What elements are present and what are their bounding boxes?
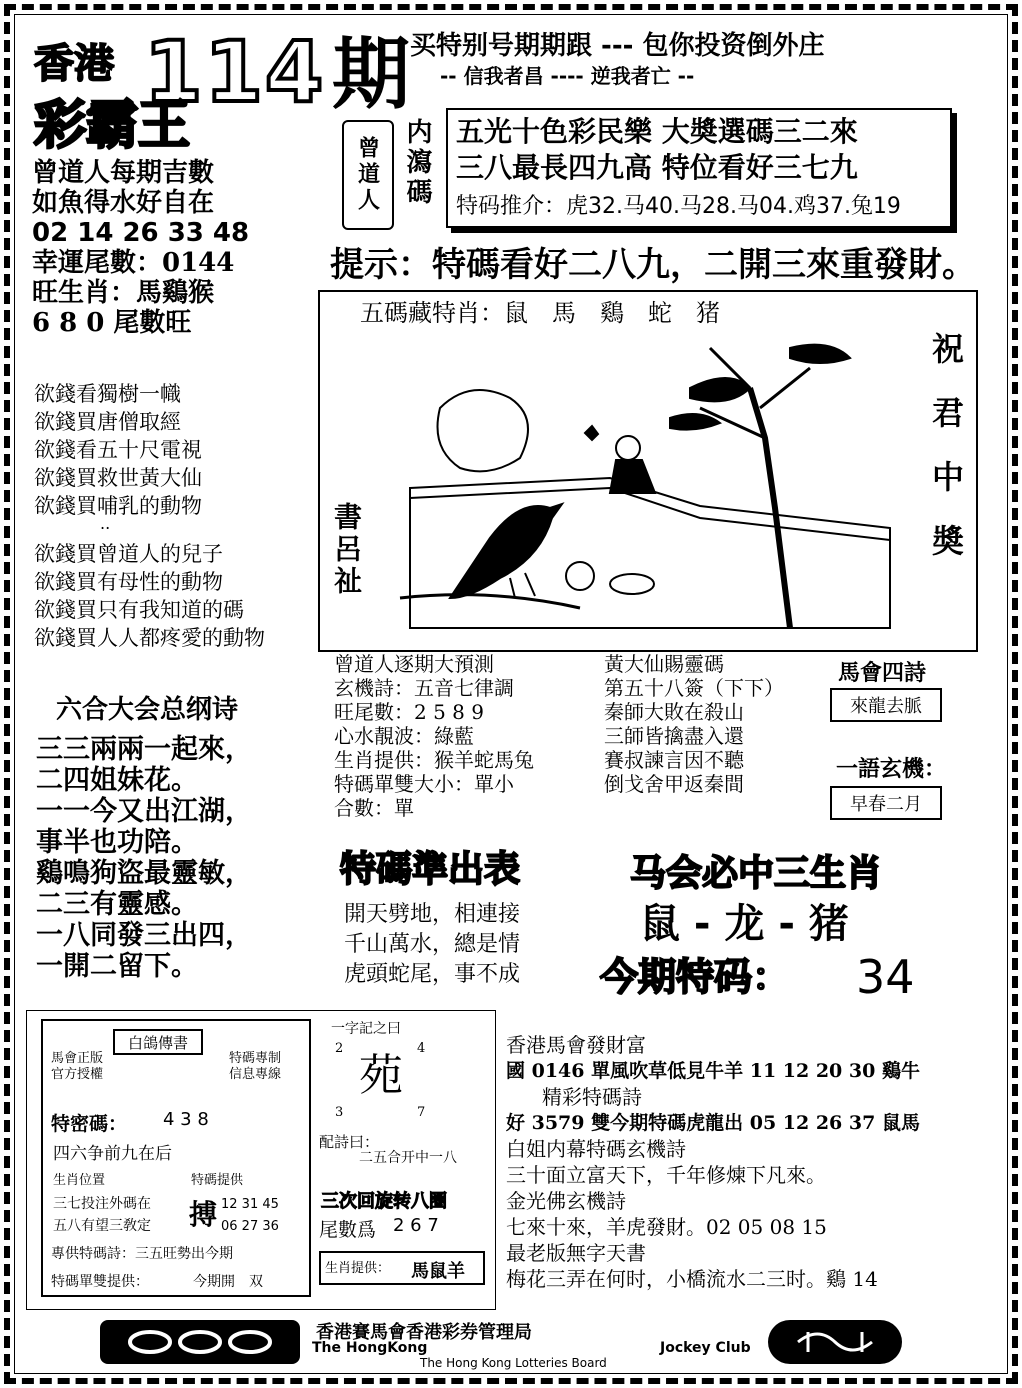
picture-caption: 五碼藏特肖：鼠 馬 鷄 蛇 猪 bbox=[360, 299, 720, 327]
special-title: 特碼準出表 bbox=[340, 849, 521, 890]
card-left-small-line: 馬會正版 bbox=[51, 1051, 104, 1066]
word-corner: 3 bbox=[335, 1105, 344, 1120]
pine-tree bbox=[750, 388, 790, 628]
word-corner: 4 bbox=[417, 1041, 426, 1056]
pos-label: 生肖位置 bbox=[53, 1173, 106, 1188]
liuhe-line: 二三有靈感。 bbox=[36, 889, 198, 920]
today-special-label: 今期特码： bbox=[600, 955, 791, 999]
neixie-label: 内瀉碼 bbox=[402, 118, 432, 208]
liuhe-line: 一八同發三出四， bbox=[36, 920, 252, 951]
lotteries-logo-right bbox=[768, 1320, 902, 1364]
huang-line: 秦師大敗在殺山 bbox=[604, 700, 744, 724]
rb-line: 白姐内幕特碼玄機詩 bbox=[506, 1137, 686, 1161]
pos-line: 五八有望三敎定 bbox=[53, 1218, 151, 1234]
card-right-small bbox=[229, 1051, 281, 1083]
special-line: 虎頭蛇尾，事不成 bbox=[344, 962, 521, 987]
card-footer-1: 專供特碼詩：三五旺勢出今期 bbox=[51, 1246, 233, 1262]
predict-line: 合數：單 bbox=[334, 796, 414, 820]
huang-line: 黃大仙賜靈碼 bbox=[604, 652, 724, 676]
neixie-tips: 特码推介：虎32.马40.马28.马04.鸡37.兔19 bbox=[456, 194, 901, 219]
huang-daxian-block bbox=[604, 652, 824, 796]
rb-line: 國 0146 單風吹草低見牛羊 11 12 20 30 鷄牛 bbox=[506, 1060, 920, 1082]
card-left-panel bbox=[41, 1019, 311, 1297]
liuhe-line: 事半也功陪。 bbox=[36, 827, 198, 858]
brand-top: 香港 bbox=[34, 41, 114, 87]
match-value: 二五合开中一八 bbox=[359, 1150, 457, 1166]
slogan-2: -- 信我者昌 ---- 逆我者亡 -- bbox=[440, 64, 695, 88]
rb-line: 香港馬會發財富 bbox=[506, 1033, 646, 1057]
illustration-panel bbox=[318, 290, 978, 652]
rb-line: 精彩特碼詩 bbox=[542, 1085, 642, 1109]
footer-title: 香港賽馬會香港彩券管理局 bbox=[316, 1322, 532, 1343]
special-line: 千山萬水，總是情 bbox=[344, 932, 521, 957]
lucky-zodiac: 旺生肖：馬鷄猴 bbox=[32, 278, 215, 308]
secret-note: 四六争前九在后 bbox=[53, 1144, 172, 1164]
lotteries-emblem-icon bbox=[768, 1320, 902, 1364]
rb-line: 最老版無字天書 bbox=[506, 1241, 646, 1265]
riddle-line: 欲錢買曾道人的兒子 bbox=[34, 542, 223, 566]
footer-right-en: Jockey Club bbox=[660, 1340, 751, 1356]
huang-line: 賽叔諫言因不聽 bbox=[604, 748, 744, 772]
footer-sub-en: The Hong Kong Lotteries Board bbox=[420, 1356, 607, 1370]
lucky-line: 如魚得水好自在 bbox=[32, 188, 215, 218]
riddle-line: 欲錢看五十尺電視 bbox=[34, 438, 202, 462]
rb-line: 好 3579 雙今期特碼虎龍出 05 12 26 37 鼠馬 bbox=[506, 1112, 920, 1134]
card-title: 白鴿傳書 bbox=[113, 1029, 203, 1055]
huang-line: 第五十八簽（下下） bbox=[604, 676, 784, 700]
lucky-tail-hot: 6 8 0 尾數旺 bbox=[32, 308, 192, 338]
scene-drawing bbox=[370, 328, 910, 648]
zeng-logo bbox=[342, 120, 394, 230]
secret-value: 4 3 8 bbox=[163, 1109, 209, 1130]
tail-label: 尾數爲 bbox=[319, 1219, 377, 1241]
zeng-logo-text: 曾道人 bbox=[354, 136, 381, 214]
word-char: 苑 bbox=[359, 1050, 403, 1101]
right-bottom-block bbox=[506, 1032, 996, 1292]
footer-left-en: The HongKong bbox=[312, 1340, 428, 1356]
predict-line: 曾道人逐期大預測 bbox=[334, 652, 494, 676]
zodiac-provide-box bbox=[319, 1251, 485, 1285]
predict-line: 旺尾數：2 5 8 9 bbox=[334, 700, 484, 724]
horse-poem-title: 馬會四詩 bbox=[838, 660, 927, 686]
huang-line: 三師皆擒盡入還 bbox=[604, 724, 744, 748]
card-right-panel bbox=[319, 1019, 489, 1297]
lucky-block bbox=[32, 158, 332, 338]
liuhe-title: 六合大会总纲诗 bbox=[56, 695, 239, 725]
lucky-tail: 幸運尾數：0144 bbox=[32, 248, 235, 278]
lucky-line: 曾道人每期吉數 bbox=[32, 158, 215, 188]
riddles-group-2 bbox=[34, 540, 334, 652]
tail-value: 2 6 7 bbox=[393, 1215, 439, 1236]
card-left-small-line: 官方授權 bbox=[51, 1067, 104, 1082]
rb-line: 三十面立富天下，千年修煉下凡來。 bbox=[506, 1163, 826, 1187]
picture-left-vertical: 書呂祉 bbox=[330, 502, 363, 598]
riddles-group-1 bbox=[34, 380, 334, 520]
one-word-title: 一語玄機： bbox=[836, 756, 947, 782]
rb-line: 金光佛玄機詩 bbox=[506, 1189, 626, 1213]
secret-label: 特密碼： bbox=[51, 1113, 128, 1135]
zodiac-provide-value: 馬鼠羊 bbox=[411, 1261, 465, 1282]
neixie-box bbox=[446, 108, 952, 228]
riddle-line: 欲錢買哺乳的動物 bbox=[34, 494, 202, 518]
liuhe-line: 三三兩兩一起來， bbox=[36, 734, 252, 765]
provide-label: 特碼提供 bbox=[191, 1173, 244, 1188]
neixie-poem-1: 五光十色彩民樂 大奬選碼三二來 bbox=[456, 115, 858, 148]
riddle-line: 欲錢買只有我知道的碼 bbox=[34, 598, 244, 622]
picture-right-column bbox=[920, 332, 972, 642]
predict-line: 生肖提供：猴羊蛇馬兔 bbox=[334, 748, 534, 772]
person bbox=[616, 436, 640, 460]
three-zodiac-title: 马会必中三生肖 bbox=[630, 853, 883, 894]
liuhe-line: 二四姐妹花。 bbox=[36, 765, 198, 796]
today-special-value: 34 bbox=[856, 950, 915, 1004]
period-number: 114 bbox=[144, 23, 326, 121]
turtle bbox=[610, 574, 654, 594]
period-char: 期 bbox=[332, 30, 411, 120]
huang-line: 倒戈舍甲返秦間 bbox=[604, 772, 744, 796]
rb-line: 七來十來，羊虎發財。02 05 08 15 bbox=[506, 1215, 827, 1239]
liuhe-block bbox=[36, 734, 326, 982]
special-line: 開天劈地，相連接 bbox=[344, 902, 521, 927]
riddle-line: 欲錢買有母性的動物 bbox=[34, 570, 223, 594]
card-footer-2-value: 今期開 双 bbox=[193, 1274, 263, 1290]
pos-line: 三七投注外碼在 bbox=[53, 1196, 151, 1212]
provide-char: 搏 bbox=[189, 1198, 218, 1231]
provide-nums-1: 12 31 45 bbox=[221, 1197, 279, 1212]
card-right-small-line: 特碼專制 bbox=[229, 1051, 282, 1066]
provide-nums-2: 06 27 36 bbox=[221, 1219, 279, 1234]
riddle-line: 欲錢買唐僧取經 bbox=[34, 410, 181, 434]
butterfly bbox=[585, 426, 598, 440]
card-right-small-line: 信息專線 bbox=[229, 1067, 282, 1082]
three-zodiac-value: 鼠 - 龙 - 猪 bbox=[640, 901, 849, 947]
special-block bbox=[344, 900, 594, 990]
neixie-poem-2: 三八最長四九高 特位看好三七九 bbox=[456, 151, 858, 184]
zeng-predict-block bbox=[334, 652, 604, 820]
zodiac-provide-label: 生肖提供： bbox=[325, 1261, 391, 1276]
word-corner: 7 bbox=[417, 1105, 426, 1120]
riddle-dots: .. bbox=[100, 514, 111, 533]
riddle-line: 欲錢看獨樹一幟 bbox=[34, 382, 181, 406]
rock bbox=[438, 390, 529, 471]
card-left-small bbox=[51, 1051, 103, 1083]
lucky-numbers: 02 14 26 33 48 bbox=[32, 218, 250, 248]
slogan-1: 买特别号期期跟 --- 包你投资倒外庄 bbox=[410, 31, 825, 61]
picture-right-vertical: 祝君中奬 bbox=[927, 332, 965, 588]
liuhe-line: 鷄鳴狗盜最靈敏， bbox=[36, 858, 252, 889]
riddle-line: 欲錢買人人都疼愛的動物 bbox=[34, 626, 265, 650]
riddle-line: 欲錢買救世黃大仙 bbox=[34, 466, 202, 490]
one-word-value: 早春二月 bbox=[830, 786, 942, 820]
predict-line: 特碼單雙大小：單小 bbox=[334, 772, 514, 796]
brand-sub: 彩霸王 bbox=[34, 96, 191, 156]
word-title: 一字記之曰 bbox=[331, 1021, 401, 1037]
hkjc-emblem-icon bbox=[100, 1320, 300, 1364]
pigeon-card bbox=[26, 1010, 496, 1310]
hkjc-logo-left bbox=[100, 1320, 300, 1364]
orange bbox=[566, 562, 594, 590]
card-footer-2-label: 特碼單雙提供： bbox=[51, 1274, 149, 1290]
rotate-text: 三次回旋转八圈 bbox=[321, 1191, 447, 1212]
rb-line: 梅花三弄在何时，小橋流水二三时。鷄 14 bbox=[506, 1267, 878, 1291]
predict-line: 玄機詩：五音七律調 bbox=[334, 676, 514, 700]
liuhe-line: 一開二留下。 bbox=[36, 951, 198, 982]
pos-lines bbox=[53, 1193, 151, 1237]
bird bbox=[450, 504, 562, 598]
match-label: 配詩曰： bbox=[319, 1133, 380, 1151]
word-corner: 2 bbox=[335, 1041, 344, 1056]
hint-banner: 提示：特碼看好二八九，二開三來重發財。 bbox=[330, 245, 976, 285]
predict-line: 心水靚波：綠藍 bbox=[334, 724, 474, 748]
horse-poem-value: 來龍去脈 bbox=[830, 688, 942, 722]
liuhe-line: 一一今又出江湖， bbox=[36, 796, 252, 827]
